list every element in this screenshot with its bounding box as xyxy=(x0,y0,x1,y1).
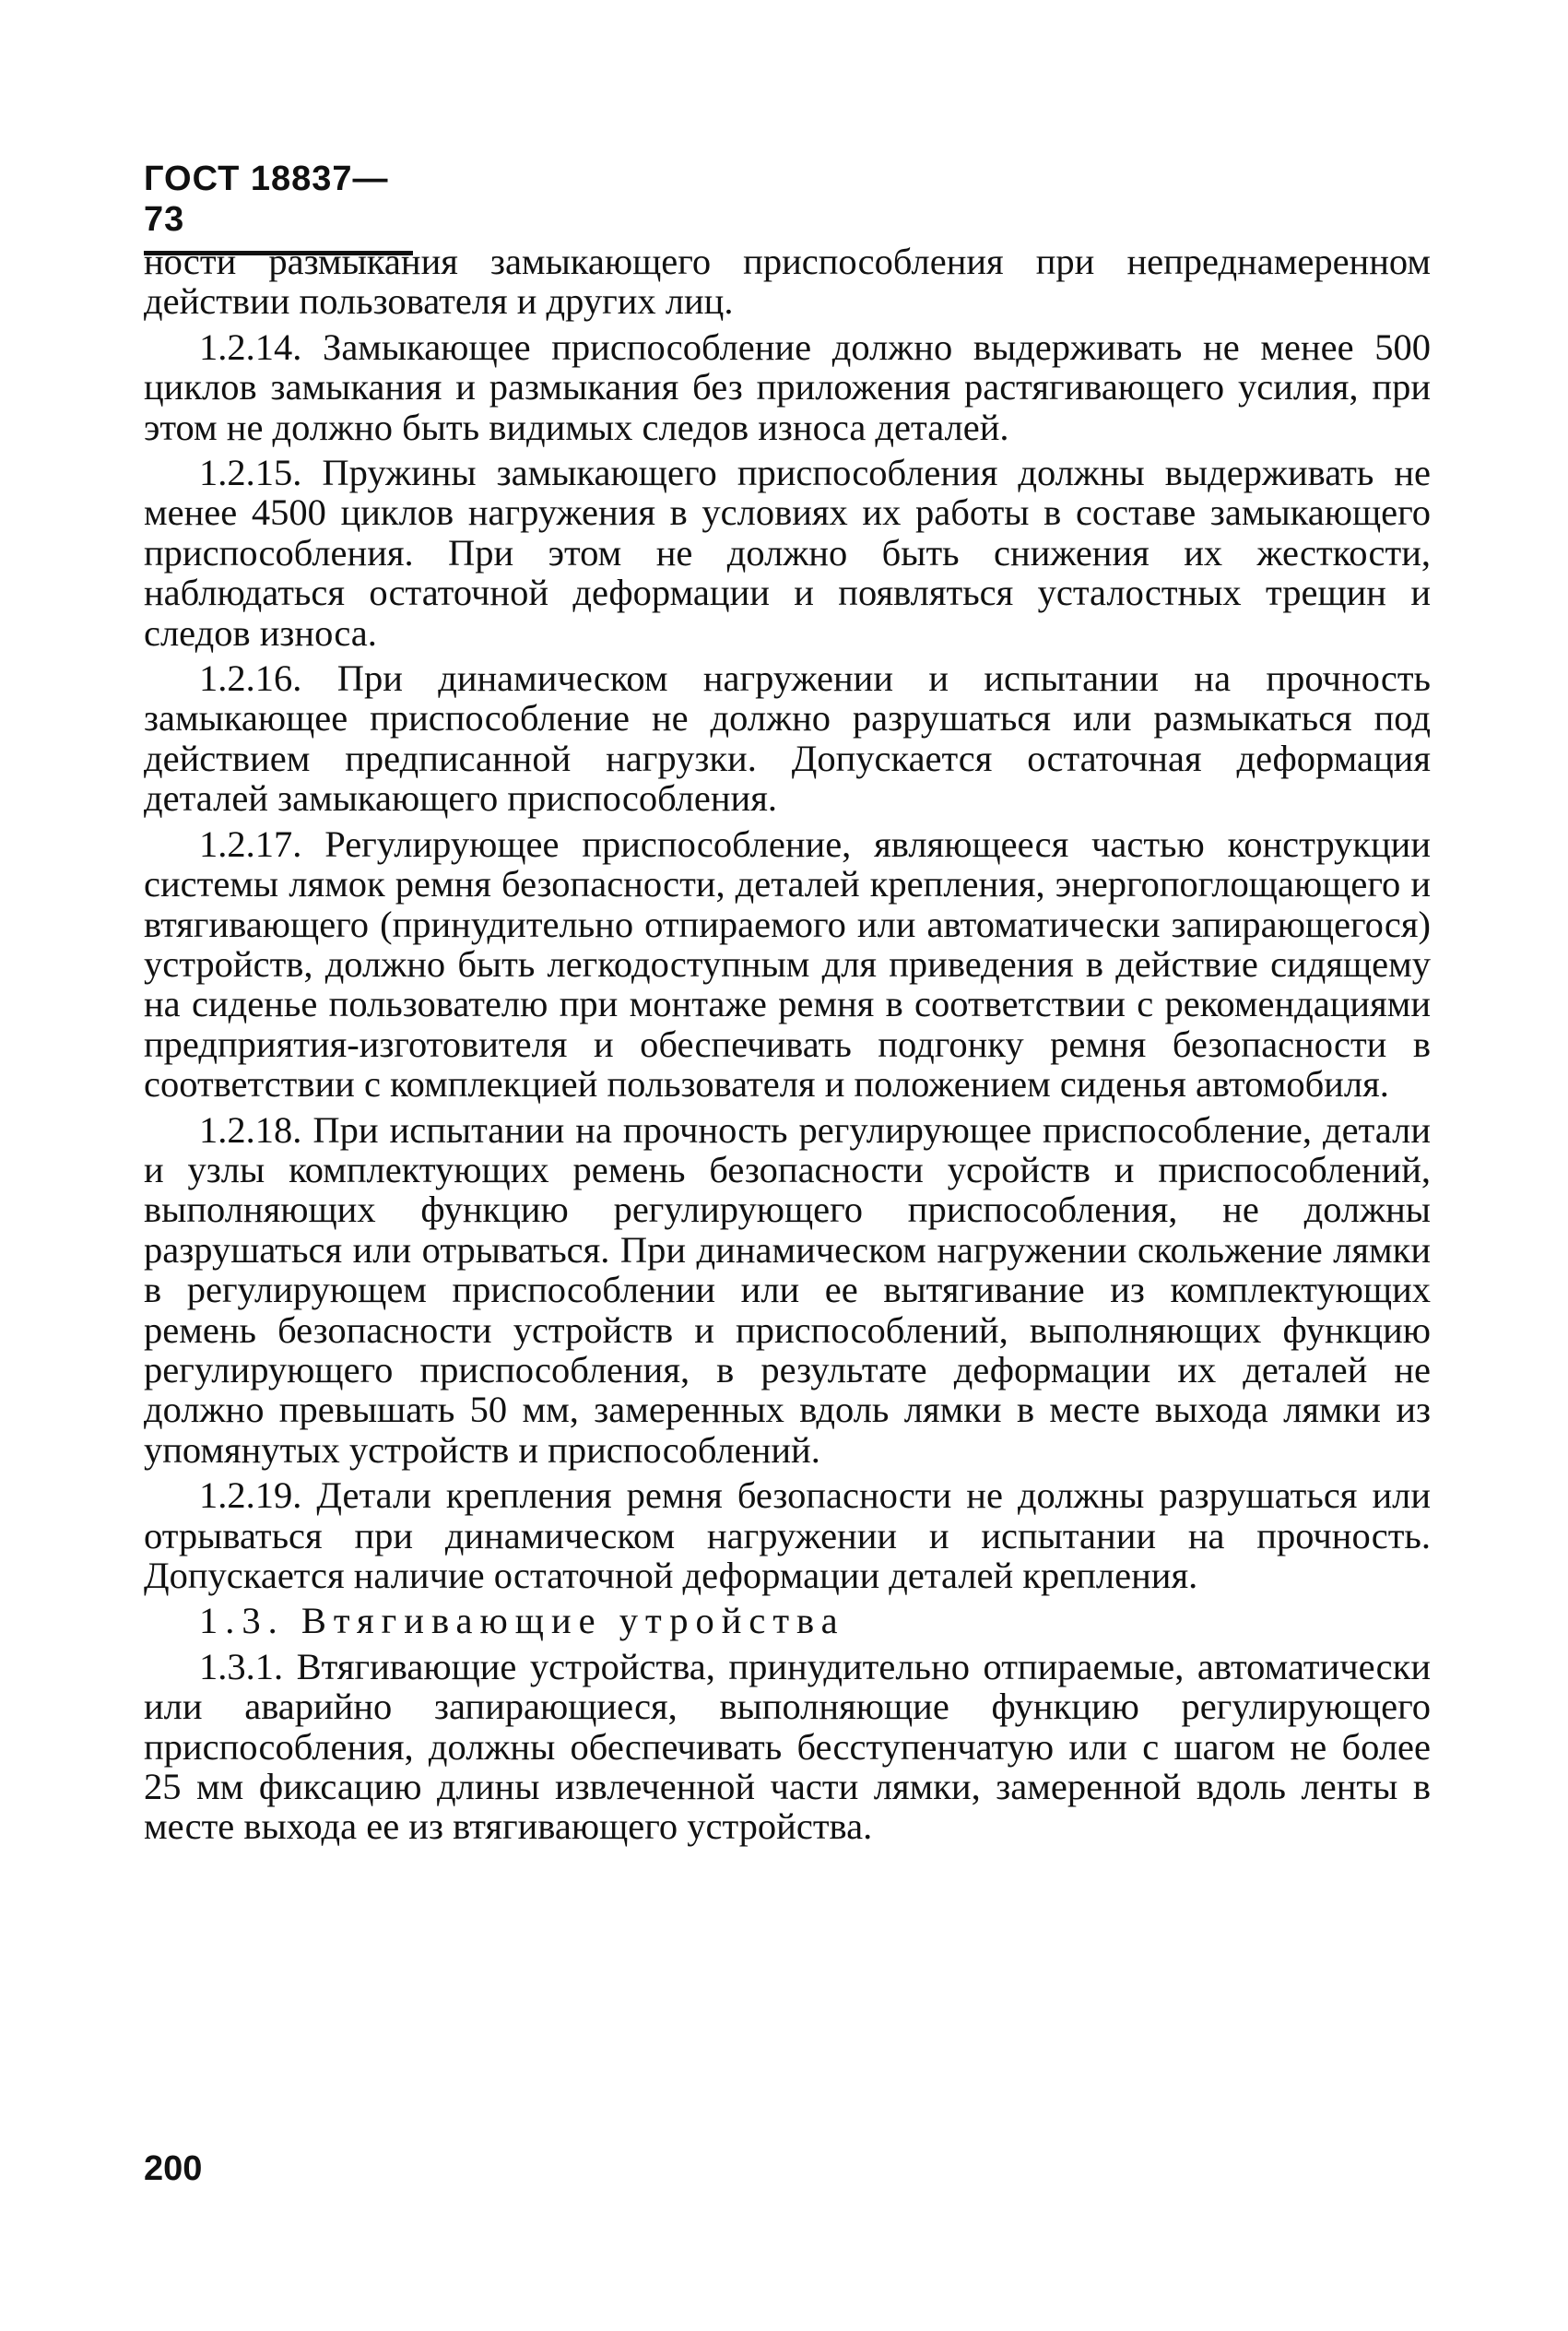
paragraph-1-2-14: 1.2.14. Замыкающее приспособление должно выдерживать не менее 500 циклов замыкания и размыкания без приложения растягивающего усилия, при этом не должно быть видимых следов износа деталей. xyxy=(144,325,1431,448)
paragraph-1-2-19: 1.2.19. Детали крепления ремня безопасности не должны разрушаться или отрываться при динамическом нагружении и испытании на прочность. Допускается наличие остаточной деформации деталей крепления. xyxy=(144,1474,1431,1596)
paragraph-1-2-16: 1.2.16. При динамическом нагружении и испытании на прочность замыкающее приспособление не должно разрушаться или размыкаться под действием предписанной нагрузки. Допускается остаточная деформация деталей замыкающего приспособления. xyxy=(144,657,1431,820)
section-heading-1-3: 1.3. Втягивающие утройства xyxy=(199,1600,845,1642)
standard-designation: ГОСТ 18837—73 xyxy=(144,160,389,239)
paragraph-continuation: ности размыкания замыкающего приспособления при непреднамеренном действии пользователя и других лиц. xyxy=(144,241,1431,323)
paragraph-1-2-17: 1.2.17. Регулирующее приспособление, являющееся частью конструкции системы лямок ремня безопасности, деталей крепления, энергопоглощающего и втягивающего (принудительно отпираемого или автоматически запирающегося) устройств, должно быть легкодоступным для приведения в действие сидящему на сиденье пользователю при монтаже ремня в соответствии с рекомендациями предприятия-изготовителя и обеспечивать подгонку ремня безопасности в соответствии с комплекцией пользователя и положением сиденья автомобиля. xyxy=(144,822,1431,1106)
paragraph-1-2-15: 1.2.15. Пружины замыкающего приспособления должны выдерживать не менее 4500 циклов нагружения в условиях их работы в составе замыкающего приспособления. При этом не должно быть снижения их жесткости, наблюдаться остаточной деформации и появляться усталостных трещин и следов износа. xyxy=(144,452,1431,654)
page-number: 200 xyxy=(144,2149,203,2188)
document-body xyxy=(144,242,1431,1847)
paragraph-1-3-1: 1.3.1. Втягивающие устройства, принудительно отпираемые, автоматически или аварийно запирающиеся, выполняющие функцию регулирующего приспособления, должны обеспечивать бесступенчатую или с шагом не более 25 мм фиксацию длины извлеченной части лямки, замеренной вдоль ленты в месте выхода ее из втягивающего устройства. xyxy=(144,1645,1431,1848)
paragraph-1-2-18: 1.2.18. При испытании на прочность регулирующее приспособление, детали и узлы комплектующих ремень безопасности усройств и приспособлений, выполняющих функцию регулирующего приспособления, не должны разрушаться или отрываться. При динамическом нагружении скольжение лямки в регулирующем приспособлении или ее вытягивание из комплектующих ремень безопасности устройств и приспособлений, выполняющих функцию регулирующего приспособления, в результате деформации их деталей не должно превышать 50 мм, замеренных вдоль лямки в месте выхода лямки из упомянутых устройств и приспособлений. xyxy=(144,1108,1431,1471)
